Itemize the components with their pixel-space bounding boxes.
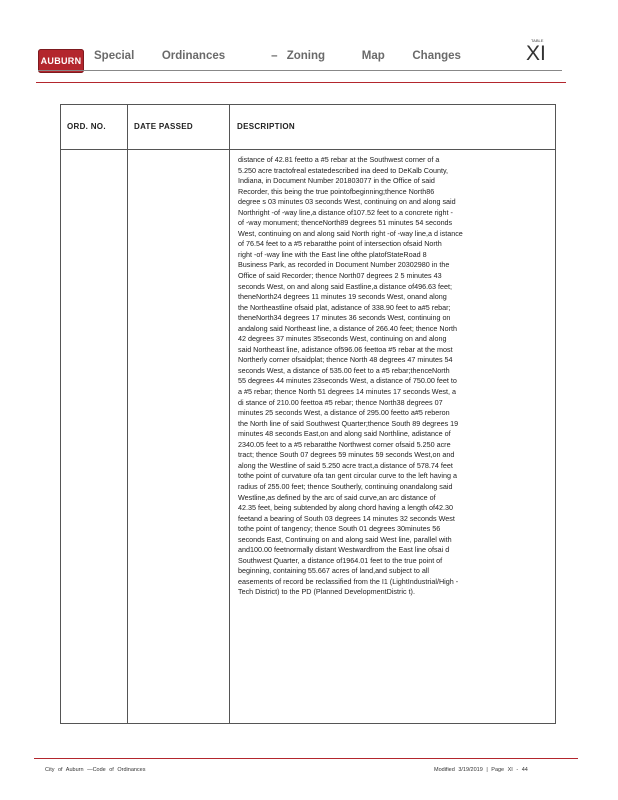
description-line: distance of 42.81 feetto a #5 rebar at the Southwest corner of a — [238, 155, 440, 164]
table-label: TABLE — [531, 38, 544, 43]
description-line: right -of -way line with the East line ofthe platofStateRoad 8 — [238, 249, 427, 259]
description-line: feetand a bearing of South 03 degrees 14 minutes 32 seconds West — [238, 513, 455, 523]
description-line: 42 degrees 37 minutes 35seconds West, continuing on and along — [238, 334, 447, 344]
description-line: Southwest Quarter, a distance of1964.01 feet to the true point of — [238, 555, 443, 565]
description-line: West, continuing on and along said North right -of -way line,a d istance — [238, 228, 463, 238]
description-line: seconds West, a distance of 535.00 feet to a #5 rebar;thenceNorth — [238, 365, 450, 375]
description-line: tract; thence South 07 degrees 59 minutes 59 seconds West,on and — [238, 450, 455, 460]
auburn-logo: AUBURN — [38, 49, 84, 73]
description-line: and100.00 feetnormally distant Westwardfrom the East line ofsai d — [238, 545, 450, 555]
description-line: the Northeastline ofsaid plat, adistance of 338.90 feet to a#5 rebar; — [238, 302, 451, 312]
description-cell — [238, 155, 550, 598]
description-line: Northerly corner ofsaidplat; thence North 48 degrees 47 minutes 54 — [238, 355, 453, 365]
description-line: 55 degrees 44 minutes 23seconds West, a distance of 750.00 feet to — [238, 376, 457, 386]
description-line: theneNorth24 degrees 11 minutes 19 seconds West, onand along — [238, 292, 447, 302]
description-line: tothe point of curvature ofa tan gent circular curve to the left having a — [238, 471, 457, 481]
description-line: theneNorth34 degrees 17 minutes 36 seconds West, continuing on — [238, 313, 451, 323]
description-line: said Northeast line, adistance of596.06 feettoa #5 rebar at the most — [238, 344, 453, 354]
description-line: radius of 255.00 feet; thence Southerly, continuing onandalong said — [238, 481, 453, 491]
footer-code-title: City of Auburn —Code of Ordinances — [45, 767, 146, 773]
description-line: 2340.05 feet to a #5 rebaratthe Northwest corner ofsaid 5.250 acre — [238, 439, 451, 449]
description-line: 42.35 feet, being subtended by along chord having a length of42.30 — [238, 503, 453, 513]
description-line: beginning, containing 55.667 acres of land,and subject to all — [238, 566, 430, 576]
description-line: Northright -of -way line,a distance of107.52 feet to a concrete right - — [238, 207, 453, 217]
header-rule — [38, 70, 562, 71]
description-line: of -way monument; thenceNorth89 degrees 51 minutes 54 seconds — [238, 218, 453, 228]
description-line: Westline,as defined by the arc of said curve,an arc distance of — [238, 492, 436, 502]
description-line: Tech District) to the PD (Planned DevelopmentDistric t). — [238, 587, 415, 597]
column-divider — [127, 105, 128, 723]
description-line: along the Westline of said 5.250 acre tract,a distance of 578.74 feet — [238, 460, 453, 470]
description-line: a #5 rebar; thence North 51 degrees 14 minutes 17 seconds West, a — [238, 387, 457, 397]
description-line: di stance of 210.00 feettoa #5 rebar; thence North38 degrees 07 — [238, 397, 443, 407]
table-number: XI — [526, 42, 546, 65]
description-line: Office of said Recorder; thence North07 degrees 2 5 minutes 43 — [238, 271, 442, 281]
column-divider — [229, 105, 230, 723]
header-accent-rule — [36, 82, 566, 83]
description-line: Indiana, in Document Number 201803077 in the Office of said — [238, 176, 435, 186]
footer-rule — [34, 758, 578, 759]
description-line: easements of record be reclassified from the I1 (LightIndustrial/High - — [238, 576, 459, 586]
description-line: seconds East, Continuing on and along said West line, parallel with — [238, 534, 452, 544]
header-date-passed: DATE PASSED — [134, 122, 194, 131]
description-line: degree s 03 minutes 03 seconds West, continuing on and along said — [238, 197, 456, 207]
description-line: of 76.54 feet to a #5 rebaratthe point of intersection ofsaid North — [238, 239, 442, 249]
description-line: tothe point of tangency; thence South 01 degrees 30minutes 56 — [238, 524, 441, 534]
description-line: seconds West, on and along said Eastline,a distance of496.63 feet; — [238, 281, 453, 291]
header-description: DESCRIPTION — [237, 122, 295, 131]
ordinance-table — [60, 104, 556, 724]
header-ord-no: ORD. NO. — [67, 122, 106, 131]
description-line: andalong said Northeast line, a distance of 266.40 feet; thence North — [238, 323, 457, 333]
footer-page-info: Modified 3/19/2019 | Page XI - 44 — [434, 767, 528, 773]
description-line: minutes 25 seconds West, a distance of 295.00 feetto a#5 reberon — [238, 408, 450, 418]
description-line: 5.250 acre tractofreal estatedescribed ina deed to DeKalb County, — [238, 165, 449, 175]
description-line: the North line of said Southwest Quarter;thence South 89 degrees 19 — [238, 418, 459, 428]
description-line: minutes 48 seconds East,on and along said Northline, adistance of — [238, 429, 451, 439]
description-line: Business Park, as recorded in Document Number 20302980 in the — [238, 260, 450, 270]
description-line: Recorder, this being the true pointofbeginning;thence North86 — [238, 186, 435, 196]
page-title: Special Ordinances – Zoning Map Changes — [94, 50, 461, 62]
